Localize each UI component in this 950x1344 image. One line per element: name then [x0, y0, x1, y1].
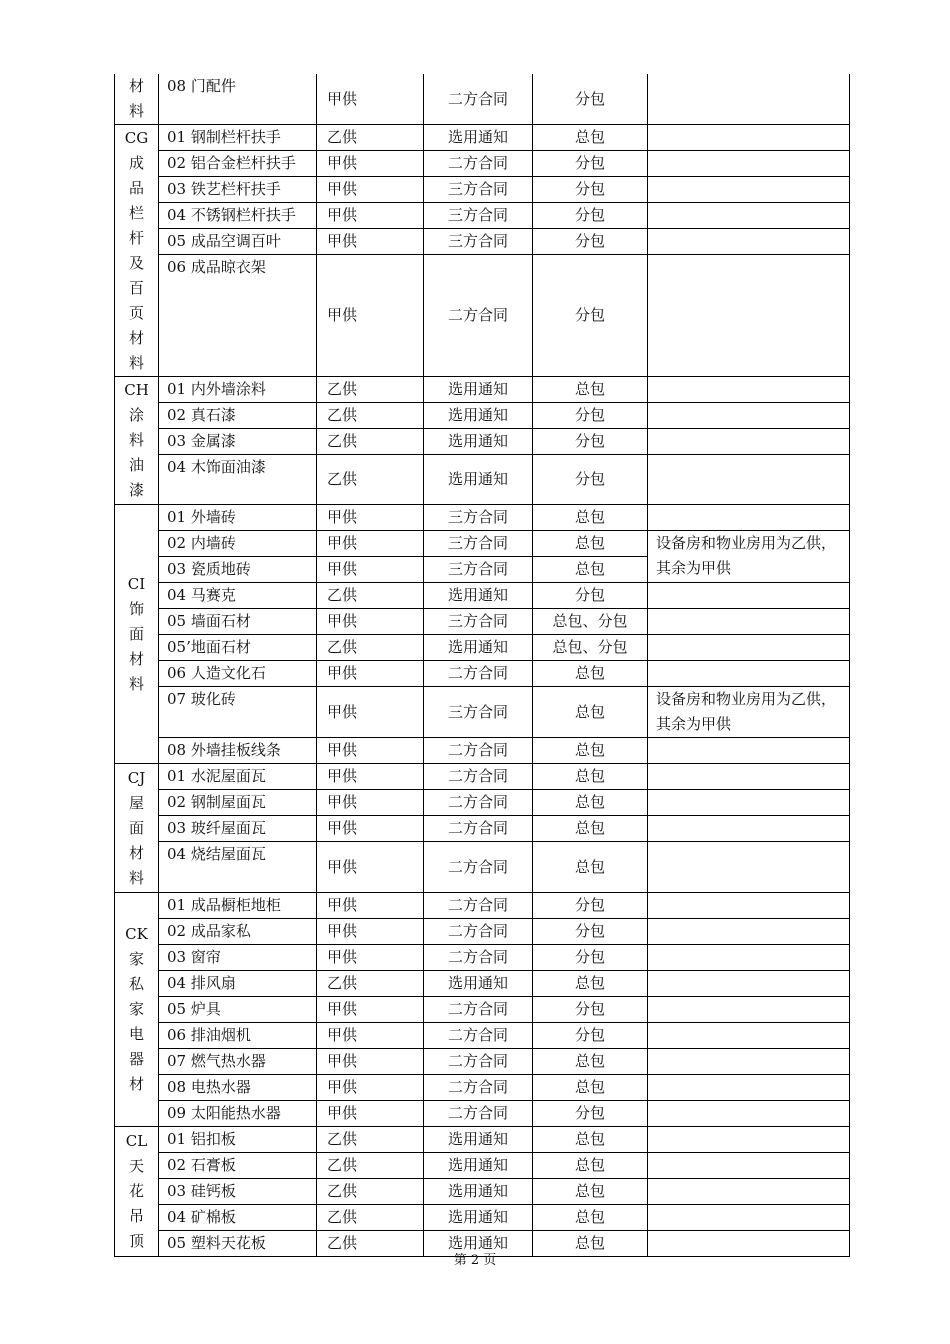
contract-package: 分包 [533, 403, 648, 429]
supply-party: 乙供 [317, 583, 424, 609]
table-row [115, 255, 850, 377]
material-name: 01 成品橱柜地柜 [159, 893, 317, 919]
category-label-line: CG [124, 128, 149, 147]
category-label-line: 花 [128, 1182, 144, 1200]
contract-package: 总包 [533, 790, 648, 816]
selection-mode: 二方合同 [424, 74, 533, 125]
supply-party: 甲供 [317, 687, 424, 738]
category-cell [115, 125, 159, 377]
category-label-line: 料 [128, 674, 144, 693]
material-name: 02 铝合金栏杆扶手 [159, 151, 317, 177]
remark [648, 893, 850, 919]
material-name: 04 矿棉板 [159, 1205, 317, 1231]
category-label-line: 天 [128, 1157, 144, 1175]
selection-mode: 三方合同 [424, 177, 533, 203]
category-cell [115, 74, 159, 125]
supply-party: 乙供 [317, 971, 424, 997]
contract-package: 总包 [533, 816, 648, 842]
material-name: 03 硅钙板 [159, 1179, 317, 1205]
remark [648, 1049, 850, 1075]
category-label-line: 及 [128, 253, 144, 272]
category-label-line: 涂 [128, 406, 144, 424]
table-row [115, 583, 850, 609]
table-row [115, 1153, 850, 1179]
remark [648, 1205, 850, 1231]
contract-package: 分包 [533, 255, 648, 377]
material-name: 05 塑料天花板 [159, 1231, 317, 1257]
category-label-line: 栏 [128, 203, 144, 222]
table-row [115, 429, 850, 455]
supply-party: 甲供 [317, 151, 424, 177]
contract-package: 总包 [533, 1179, 648, 1205]
contract-package: 总包 [533, 125, 648, 151]
table-row [115, 1101, 850, 1127]
supply-party: 甲供 [317, 1023, 424, 1049]
selection-mode: 二方合同 [424, 816, 533, 842]
supply-party: 甲供 [317, 945, 424, 971]
table-row [115, 764, 850, 790]
material-name: 07 燃气热水器 [159, 1049, 317, 1075]
remark [648, 255, 850, 377]
supply-party: 甲供 [317, 919, 424, 945]
materials-table [114, 74, 850, 1257]
material-name: 01 水泥屋面瓦 [159, 764, 317, 790]
table-row [115, 661, 850, 687]
contract-package: 总包 [533, 531, 648, 557]
material-name: 05 成品空调百叶 [159, 229, 317, 255]
category-label-line: 料 [128, 353, 144, 372]
selection-mode: 三方合同 [424, 557, 533, 583]
page-number: 第 2 页 [453, 1253, 497, 1268]
supply-party: 乙供 [317, 1153, 424, 1179]
table-row [115, 945, 850, 971]
category-label-line: 品 [128, 178, 144, 197]
contract-package: 分包 [533, 429, 648, 455]
supply-party: 甲供 [317, 177, 424, 203]
material-name: 06 排油烟机 [159, 1023, 317, 1049]
contract-package: 总包 [533, 661, 648, 687]
selection-mode: 三方合同 [424, 687, 533, 738]
category-label-line: 材 [128, 77, 144, 95]
supply-party: 乙供 [317, 377, 424, 403]
remark [648, 919, 850, 945]
category-label-line: 饰 [128, 599, 144, 618]
supply-party: 甲供 [317, 790, 424, 816]
table-row [115, 1205, 850, 1231]
category-label-line: 私 [128, 975, 144, 993]
supply-party: 乙供 [317, 403, 424, 429]
remark [648, 764, 850, 790]
supply-party: 乙供 [317, 125, 424, 151]
selection-mode: 选用通知 [424, 1205, 533, 1231]
table-row [115, 816, 850, 842]
remark: 设备房和物业房用为乙供，其余为甲供 [648, 531, 850, 583]
supply-party: 甲供 [317, 1101, 424, 1127]
category-label-line: CK [125, 925, 148, 943]
selection-mode: 二方合同 [424, 945, 533, 971]
table-row [115, 842, 850, 893]
material-name: 05’地面石材 [159, 635, 317, 661]
table-row [115, 1049, 850, 1075]
material-name: 03 窗帘 [159, 945, 317, 971]
material-name: 03 铁艺栏杆扶手 [159, 177, 317, 203]
remark [648, 1179, 850, 1205]
contract-package: 分包 [533, 1101, 648, 1127]
material-name: 01 内外墙涂料 [159, 377, 317, 403]
material-name: 02 内墙砖 [159, 531, 317, 557]
supply-party: 乙供 [317, 1127, 424, 1153]
selection-mode: 选用通知 [424, 125, 533, 151]
material-name: 06 成品晾衣架 [159, 255, 317, 377]
selection-mode: 选用通知 [424, 377, 533, 403]
contract-package: 分包 [533, 455, 648, 505]
category-label-line: 器 [128, 1050, 144, 1068]
contract-package: 分包 [533, 1023, 648, 1049]
remark [648, 125, 850, 151]
contract-package: 总包 [533, 842, 648, 893]
selection-mode: 二方合同 [424, 997, 533, 1023]
category-label-line: 料 [128, 868, 144, 887]
category-cell [115, 764, 159, 893]
remark [648, 790, 850, 816]
material-name: 02 成品家私 [159, 919, 317, 945]
material-name: 06 人造文化石 [159, 661, 317, 687]
contract-package: 分包 [533, 997, 648, 1023]
category-label-line: 面 [128, 624, 144, 643]
supply-party: 乙供 [317, 1205, 424, 1231]
material-name: 05 墙面石材 [159, 609, 317, 635]
supply-party: 甲供 [317, 531, 424, 557]
table-row [115, 377, 850, 403]
contract-package: 总包 [533, 557, 648, 583]
table-row [115, 1179, 850, 1205]
supply-party: 乙供 [317, 635, 424, 661]
table-row [115, 1023, 850, 1049]
remark [648, 1075, 850, 1101]
selection-mode: 二方合同 [424, 255, 533, 377]
selection-mode: 选用通知 [424, 403, 533, 429]
contract-package: 总包、分包 [533, 635, 648, 661]
supply-party: 甲供 [317, 816, 424, 842]
remark [648, 403, 850, 429]
material-name: 01 钢制栏杆扶手 [159, 125, 317, 151]
material-name: 02 真石漆 [159, 403, 317, 429]
material-name: 04 烧结屋面瓦 [159, 842, 317, 893]
supply-party: 甲供 [317, 997, 424, 1023]
table-row [115, 505, 850, 531]
contract-package: 总包 [533, 971, 648, 997]
category-label-line: 顶 [128, 1232, 144, 1250]
category-label-line: 料 [128, 431, 144, 449]
selection-mode: 二方合同 [424, 1023, 533, 1049]
selection-mode: 选用通知 [424, 1179, 533, 1205]
material-name: 09 太阳能热水器 [159, 1101, 317, 1127]
selection-mode: 二方合同 [424, 919, 533, 945]
selection-mode: 二方合同 [424, 151, 533, 177]
category-label-line: 面 [128, 818, 144, 837]
table-row [115, 151, 850, 177]
category-label-line: 材 [128, 1075, 144, 1093]
category-label-line: 百 [128, 278, 144, 297]
selection-mode: 二方合同 [424, 893, 533, 919]
contract-package: 分包 [533, 229, 648, 255]
table-row [115, 609, 850, 635]
category-label-line: CJ [127, 768, 146, 787]
remark [648, 455, 850, 505]
selection-mode: 二方合同 [424, 661, 533, 687]
contract-package: 分包 [533, 893, 648, 919]
remark: 设备房和物业房用为乙供，其余为甲供 [648, 687, 850, 738]
selection-mode: 选用通知 [424, 429, 533, 455]
table-row [115, 125, 850, 151]
category-label-line: 成 [128, 153, 144, 172]
category-cell [115, 893, 159, 1127]
category-label-line: 材 [128, 843, 144, 862]
category-label-line: 吊 [128, 1207, 144, 1225]
material-name: 05 炉具 [159, 997, 317, 1023]
category-label-line: 漆 [128, 481, 144, 499]
supply-party: 乙供 [317, 429, 424, 455]
contract-package: 总包 [533, 738, 648, 764]
table-row [115, 403, 850, 429]
remark [648, 945, 850, 971]
remark [648, 177, 850, 203]
selection-mode: 二方合同 [424, 738, 533, 764]
material-name: 04 不锈钢栏杆扶手 [159, 203, 317, 229]
remark [648, 1023, 850, 1049]
material-name: 03 玻纤屋面瓦 [159, 816, 317, 842]
remark [648, 635, 850, 661]
material-name: 07 玻化砖 [159, 687, 317, 738]
remark [648, 971, 850, 997]
contract-package: 总包 [533, 687, 648, 738]
category-label-line: CH [124, 381, 149, 399]
remark [648, 203, 850, 229]
supply-party: 甲供 [317, 842, 424, 893]
remark [648, 842, 850, 893]
category-label-line: 油 [128, 456, 144, 474]
table-row [115, 971, 850, 997]
category-label-line: 家 [128, 1000, 144, 1018]
selection-mode: 二方合同 [424, 842, 533, 893]
remark [648, 429, 850, 455]
contract-package: 分包 [533, 583, 648, 609]
selection-mode: 二方合同 [424, 1075, 533, 1101]
remark [648, 1153, 850, 1179]
category-label-line: CI [127, 574, 146, 593]
remark [648, 1127, 850, 1153]
supply-party: 甲供 [317, 1075, 424, 1101]
selection-mode: 二方合同 [424, 1049, 533, 1075]
selection-mode: 三方合同 [424, 531, 533, 557]
remark [648, 997, 850, 1023]
category-label-line: 页 [128, 303, 144, 322]
table-row [115, 687, 850, 738]
remark [648, 816, 850, 842]
supply-party: 乙供 [317, 1231, 424, 1257]
selection-mode: 三方合同 [424, 505, 533, 531]
material-name: 04 马赛克 [159, 583, 317, 609]
table-row [115, 790, 850, 816]
supply-party: 甲供 [317, 609, 424, 635]
table-row [115, 229, 850, 255]
contract-package: 总包 [533, 1127, 648, 1153]
supply-party: 甲供 [317, 255, 424, 377]
contract-package: 总包 [533, 764, 648, 790]
selection-mode: 二方合同 [424, 764, 533, 790]
material-name: 08 门配件 [159, 74, 317, 125]
supply-party: 乙供 [317, 1179, 424, 1205]
remark [648, 74, 850, 125]
contract-package: 分包 [533, 151, 648, 177]
contract-package: 总包 [533, 505, 648, 531]
contract-package: 总包 [533, 1049, 648, 1075]
table-row [115, 203, 850, 229]
contract-package: 总包、分包 [533, 609, 648, 635]
remark [648, 377, 850, 403]
remark [648, 583, 850, 609]
contract-package: 分包 [533, 945, 648, 971]
remark [648, 738, 850, 764]
selection-mode: 选用通知 [424, 455, 533, 505]
contract-package: 总包 [533, 1231, 648, 1257]
material-name: 04 木饰面油漆 [159, 455, 317, 505]
selection-mode: 选用通知 [424, 635, 533, 661]
supply-party: 甲供 [317, 505, 424, 531]
supply-party: 甲供 [317, 893, 424, 919]
table-row [115, 997, 850, 1023]
selection-mode: 二方合同 [424, 1101, 533, 1127]
material-name: 02 石膏板 [159, 1153, 317, 1179]
remark [648, 661, 850, 687]
material-name: 02 钢制屋面瓦 [159, 790, 317, 816]
material-name: 01 外墙砖 [159, 505, 317, 531]
supply-party: 甲供 [317, 74, 424, 125]
table-row [115, 455, 850, 505]
table-row [115, 177, 850, 203]
material-name: 03 瓷质地砖 [159, 557, 317, 583]
selection-mode: 选用通知 [424, 1153, 533, 1179]
selection-mode: 选用通知 [424, 971, 533, 997]
supply-party: 乙供 [317, 455, 424, 505]
table-row [115, 74, 850, 125]
category-cell [115, 505, 159, 764]
category-label-line: 家 [128, 950, 144, 968]
table-row [115, 738, 850, 764]
category-label-line: 材 [128, 649, 144, 668]
selection-mode: 二方合同 [424, 790, 533, 816]
category-label-line: 材 [128, 328, 144, 347]
supply-party: 甲供 [317, 661, 424, 687]
table-row [115, 919, 850, 945]
material-name: 08 电热水器 [159, 1075, 317, 1101]
category-label-line: 料 [128, 102, 144, 120]
supply-party: 甲供 [317, 557, 424, 583]
supply-party: 甲供 [317, 764, 424, 790]
contract-package: 分包 [533, 177, 648, 203]
remark [648, 609, 850, 635]
remark [648, 229, 850, 255]
contract-package: 总包 [533, 1153, 648, 1179]
table-row [115, 1127, 850, 1153]
table-row [115, 893, 850, 919]
material-name: 04 排风扇 [159, 971, 317, 997]
selection-mode: 选用通知 [424, 1231, 533, 1257]
remark [648, 505, 850, 531]
category-cell [115, 377, 159, 505]
supply-party: 甲供 [317, 229, 424, 255]
contract-package: 总包 [533, 1075, 648, 1101]
selection-mode: 三方合同 [424, 203, 533, 229]
contract-package: 总包 [533, 377, 648, 403]
supply-party: 甲供 [317, 1049, 424, 1075]
category-cell [115, 1127, 159, 1257]
supply-party: 甲供 [317, 203, 424, 229]
category-label-line: CL [125, 1132, 148, 1150]
supply-party: 甲供 [317, 738, 424, 764]
selection-mode: 三方合同 [424, 609, 533, 635]
category-label-line: 屋 [128, 793, 144, 812]
contract-package: 分包 [533, 74, 648, 125]
material-name: 01 铝扣板 [159, 1127, 317, 1153]
selection-mode: 选用通知 [424, 583, 533, 609]
material-name: 08 外墙挂板线条 [159, 738, 317, 764]
contract-package: 总包 [533, 1205, 648, 1231]
selection-mode: 选用通知 [424, 1127, 533, 1153]
material-name: 03 金属漆 [159, 429, 317, 455]
table-row [115, 531, 850, 557]
contract-package: 分包 [533, 919, 648, 945]
selection-mode: 三方合同 [424, 229, 533, 255]
remark [648, 151, 850, 177]
table-row [115, 1075, 850, 1101]
category-label-line: 电 [128, 1025, 144, 1043]
category-label-line: 杆 [128, 228, 144, 247]
contract-package: 分包 [533, 203, 648, 229]
table-row [115, 635, 850, 661]
remark [648, 1101, 850, 1127]
